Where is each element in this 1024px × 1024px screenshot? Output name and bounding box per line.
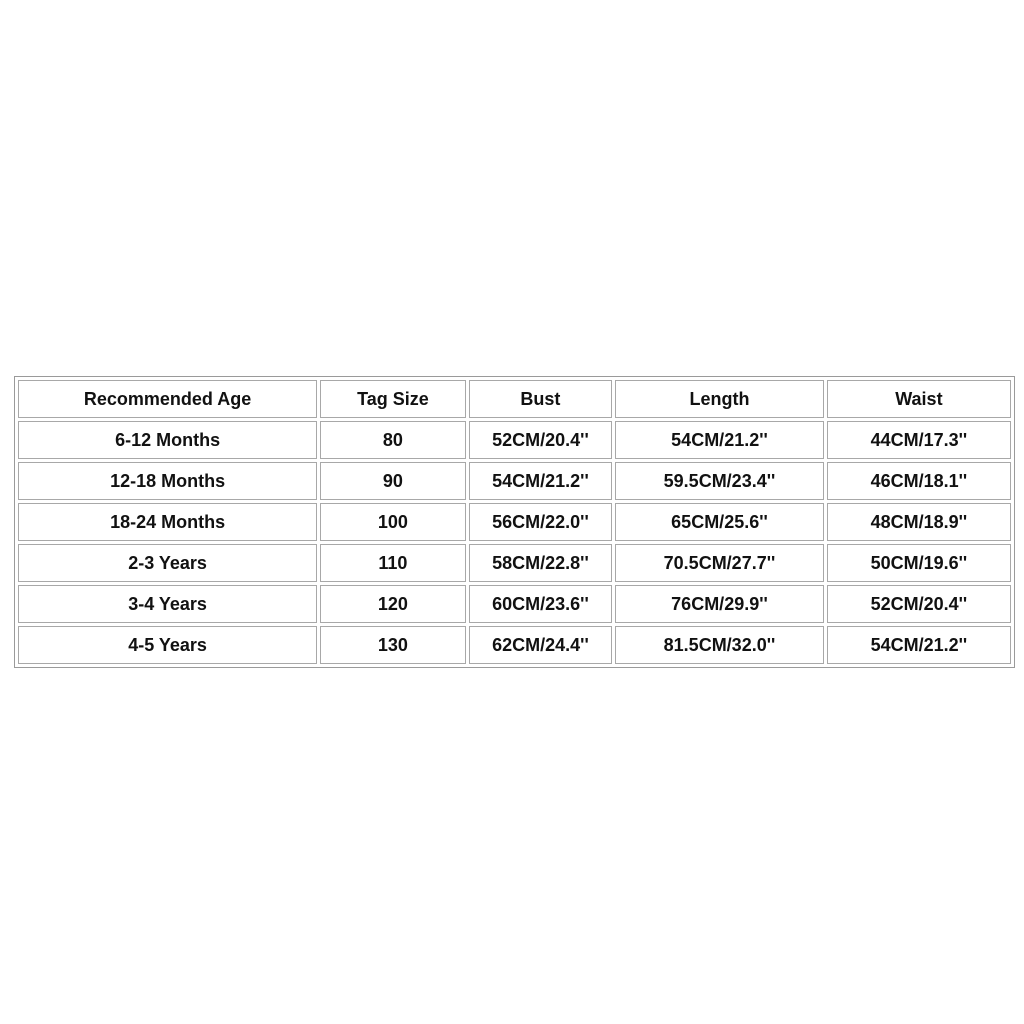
table-row — [18, 626, 1011, 664]
cell-waist: 44CM/17.3'' — [827, 421, 1011, 459]
cell-tag-size: 100 — [320, 503, 466, 541]
cell-length: 81.5CM/32.0'' — [615, 626, 824, 664]
header-waist: Waist — [827, 380, 1011, 418]
cell-age: 2-3 Years — [18, 544, 317, 582]
cell-age: 6-12 Months — [18, 421, 317, 459]
cell-age: 18-24 Months — [18, 503, 317, 541]
table-row — [18, 462, 1011, 500]
cell-waist: 54CM/21.2'' — [827, 626, 1011, 664]
header-recommended-age: Recommended Age — [18, 380, 317, 418]
cell-waist: 50CM/19.6'' — [827, 544, 1011, 582]
cell-age: 3-4 Years — [18, 585, 317, 623]
cell-age: 4-5 Years — [18, 626, 317, 664]
cell-length: 76CM/29.9'' — [615, 585, 824, 623]
header-tag-size: Tag Size — [320, 380, 466, 418]
cell-length: 70.5CM/27.7'' — [615, 544, 824, 582]
table-row — [18, 503, 1011, 541]
cell-age: 12-18 Months — [18, 462, 317, 500]
cell-tag-size: 120 — [320, 585, 466, 623]
cell-bust: 58CM/22.8'' — [469, 544, 612, 582]
cell-waist: 52CM/20.4'' — [827, 585, 1011, 623]
table-header-row — [18, 380, 1011, 418]
table-row — [18, 585, 1011, 623]
cell-bust: 52CM/20.4'' — [469, 421, 612, 459]
cell-length: 54CM/21.2'' — [615, 421, 824, 459]
cell-length: 59.5CM/23.4'' — [615, 462, 824, 500]
cell-tag-size: 110 — [320, 544, 466, 582]
cell-tag-size: 90 — [320, 462, 466, 500]
cell-bust: 62CM/24.4'' — [469, 626, 612, 664]
cell-bust: 60CM/23.6'' — [469, 585, 612, 623]
cell-bust: 54CM/21.2'' — [469, 462, 612, 500]
header-length: Length — [615, 380, 824, 418]
cell-bust: 56CM/22.0'' — [469, 503, 612, 541]
cell-tag-size: 80 — [320, 421, 466, 459]
size-chart-table — [14, 376, 1015, 668]
cell-waist: 46CM/18.1'' — [827, 462, 1011, 500]
table-row — [18, 421, 1011, 459]
cell-waist: 48CM/18.9'' — [827, 503, 1011, 541]
table-row — [18, 544, 1011, 582]
header-bust: Bust — [469, 380, 612, 418]
cell-tag-size: 130 — [320, 626, 466, 664]
cell-length: 65CM/25.6'' — [615, 503, 824, 541]
